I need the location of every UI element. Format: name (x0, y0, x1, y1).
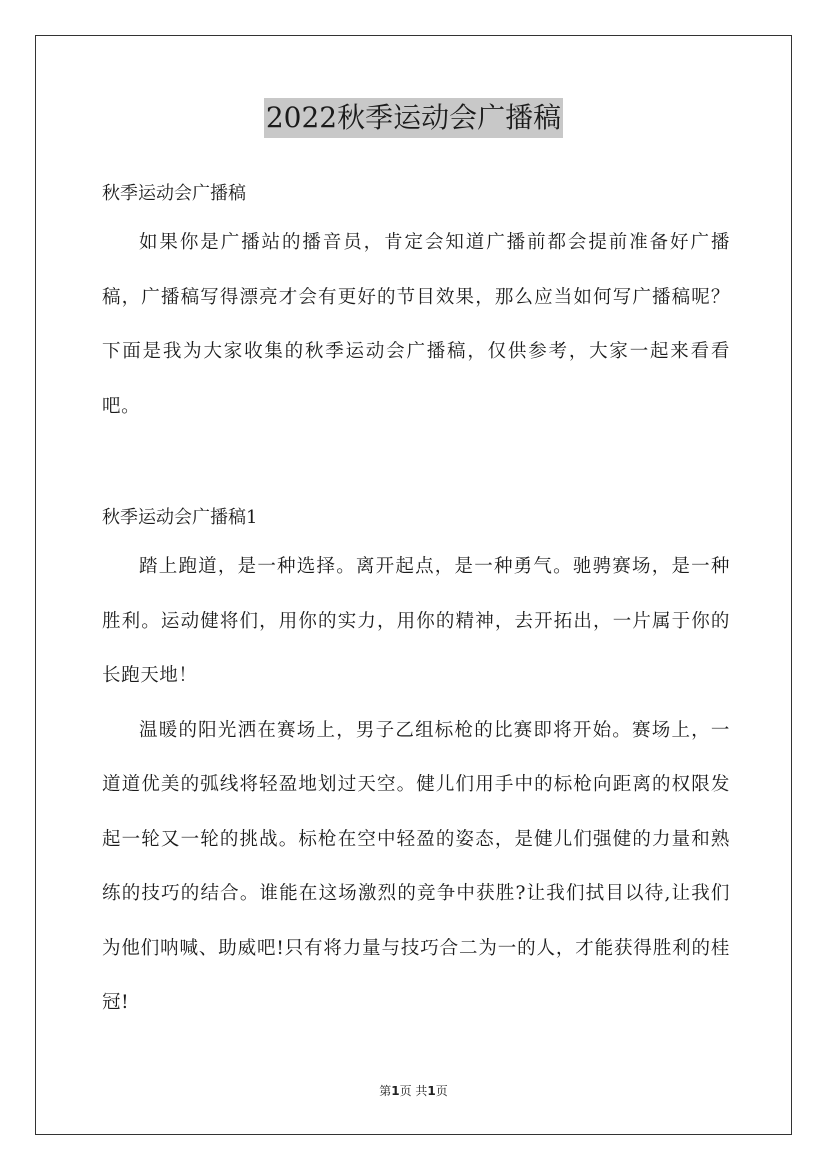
document-subtitle: 秋季运动会广播稿 (102, 183, 246, 204)
footer-page-prefix: 第 (379, 1084, 392, 1098)
document-body (102, 172, 730, 1031)
intro-paragraph: 如果你是广播站的播音员，肯定会知道广播前都会提前准备好广播稿，广播稿写得漂亮才会有更好的节目效果，那么应当如何写广播稿呢？下面是我为大家收集的秋季运动会广播稿，仅供参考，大家一起来看看吧。 (102, 232, 730, 417)
section-spacer (102, 434, 730, 496)
footer-page-current: 1 (391, 1084, 400, 1098)
page-footer (0, 1082, 827, 1099)
footer-page-total: 1 (427, 1084, 436, 1098)
section-heading: 秋季运动会广播稿1 (102, 507, 258, 528)
footer-page-mid: 页 共 (399, 1084, 428, 1098)
footer-page-suffix: 页 (435, 1084, 448, 1098)
body-paragraph-2: 温暖的阳光洒在赛场上，男子乙组标枪的比赛即将开始。赛场上，一道道优美的弧线将轻盈地划过天空。健儿们用手中的标枪向距离的权限发起一轮又一轮的挑战。标枪在空中轻盈的姿态，是健儿们强健的力量和熟练的技巧的结合。谁能在这场激烈的竞争中获胜?让我们拭目以待,让我们为他们呐喊、助威吧!只有将力量与技巧合二为一的人，才能获得胜利的桂冠! (102, 719, 730, 1013)
document-title: 2022秋季运动会广播稿 (264, 98, 563, 138)
body-paragraph-1: 踏上跑道，是一种选择。离开起点，是一种勇气。驰骋赛场，是一种胜利。运动健将们，用你的实力，用你的精神，去开拓出，一片属于你的长跑天地！ (102, 556, 730, 686)
title-container (0, 98, 827, 138)
